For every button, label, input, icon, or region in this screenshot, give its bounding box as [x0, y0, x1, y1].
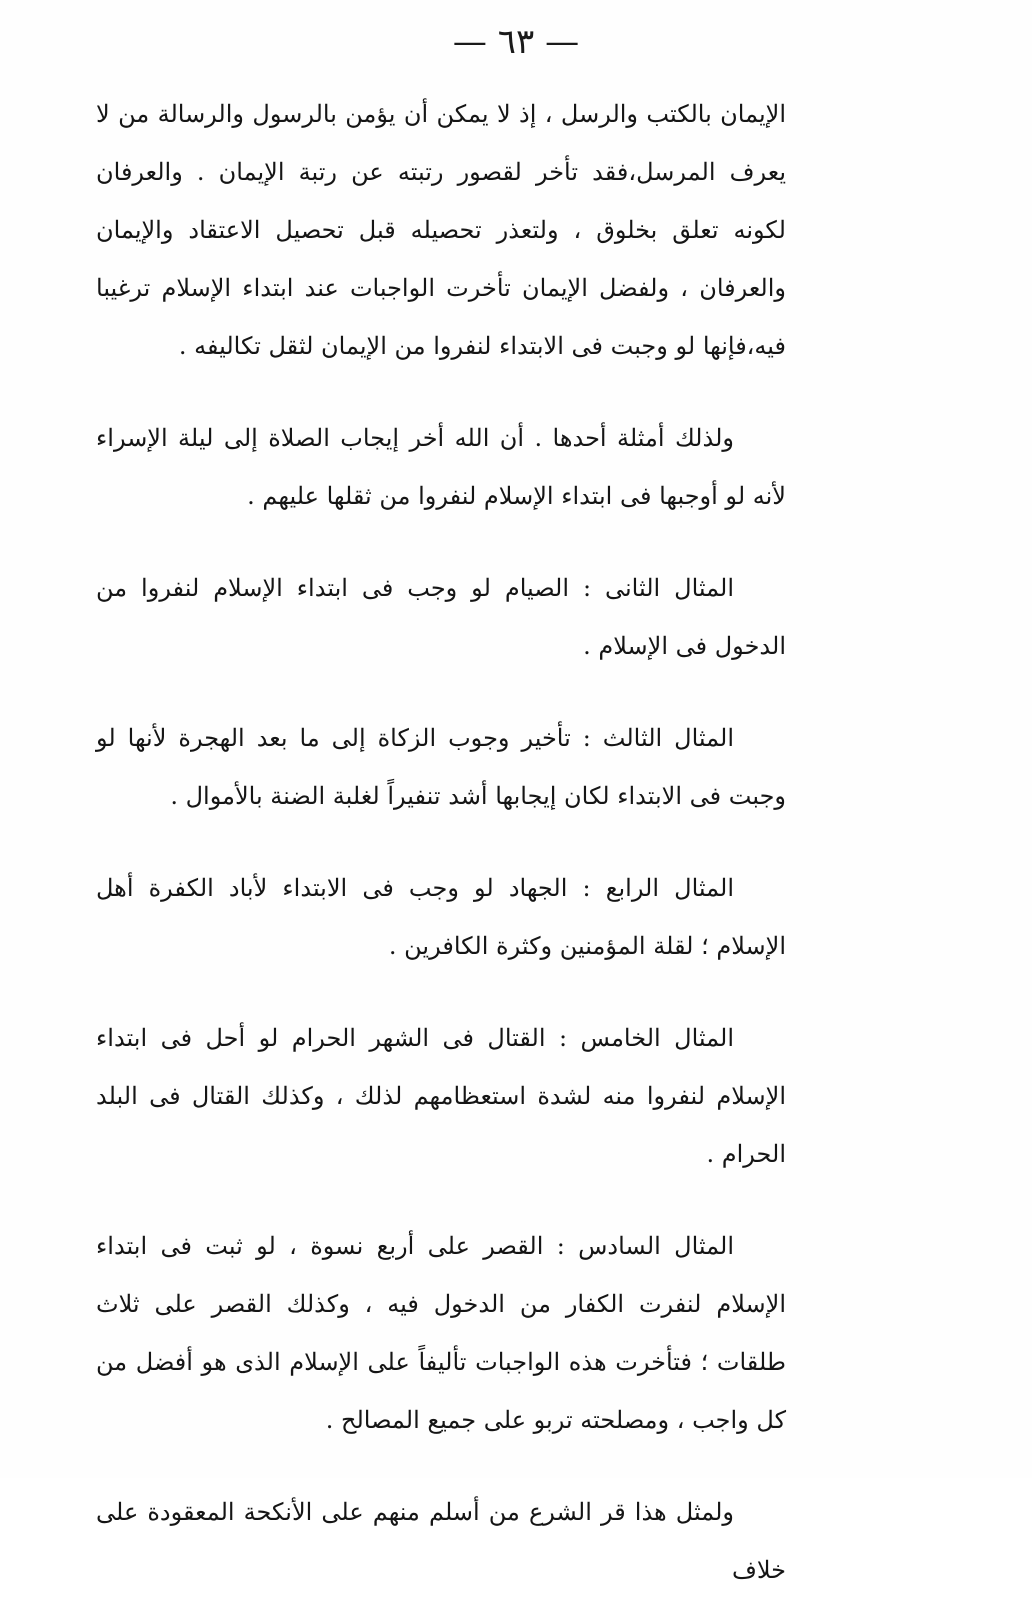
- paragraph-example-6: المثال السادس : القصر على أربع نسوة ، لو ثبت فى ابتداء الإسلام لنفرت الكفار من الدخول فيه ، وكذلك القصر على ثلاث طلقات ؛ فتأخرت هذه الواجبات تأليفاً على الإسلام الذى هو أفضل من كل واجب ، ومصلحته تربو على جميع المصالح .: [96, 1232, 786, 1434]
- paragraph-example-3: المثال الثالث : تأخير وجوب الزكاة إلى ما بعد الهجرة لأنها لو وجبت فى الابتداء لكان إيجابها أشد تنفيراً لغلبة الضنة بالأموال .: [96, 724, 786, 810]
- paragraph-example-5: المثال الخامس : القتال فى الشهر الحرام لو أحل فى ابتداء الإسلام لنفروا منه لشدة استعظامهم لذلك ، وكذلك القتال فى البلد الحرام .: [96, 1024, 786, 1168]
- page-body: [96, 85, 786, 1599]
- paragraph-example-2: المثال الثانى : الصيام لو وجب فى ابتداء الإسلام لنفروا من الدخول فى الإسلام .: [96, 574, 786, 660]
- paragraph-iman-order: الإيمان بالكتب والرسل ، إذ لا يمكن أن يؤمن بالرسول والرسالة من لا يعرف المرسل،فقد تأخر لقصور رتبته عن رتبة الإيمان . والعرفان لكونه تعلق بخلوق ، ولتعذر تحصيله قبل تحصيل الاعتقاد والإيمان والعرفان ، ولفضل الإيمان تأخرت الواجبات عند ابتداء الإسلام ترغيبا فيه،فإنها لو وجبت فى الابتداء لنفروا من الإيمان لثقل تكاليفه .: [96, 100, 786, 360]
- paragraph-example-4: المثال الرابع : الجهاد لو وجب فى الابتداء لأباد الكفرة أهل الإسلام ؛ لقلة المؤمنين وكثرة الكافرين .: [96, 874, 786, 960]
- page-number: — ٦٣ —: [452, 22, 580, 62]
- paragraph-examples-intro: ولذلك أمثلة أحدها . أن الله أخر إيجاب الصلاة إلى ليلة الإسراء لأنه لو أوجبها فى ابتداء الإسلام لنفروا من ثقلها عليهم .: [96, 424, 786, 510]
- paragraph-continuation: ولمثل هذا قر الشرع من أسلم منهم على الأنكحة المعقودة على خلاف: [96, 1498, 786, 1584]
